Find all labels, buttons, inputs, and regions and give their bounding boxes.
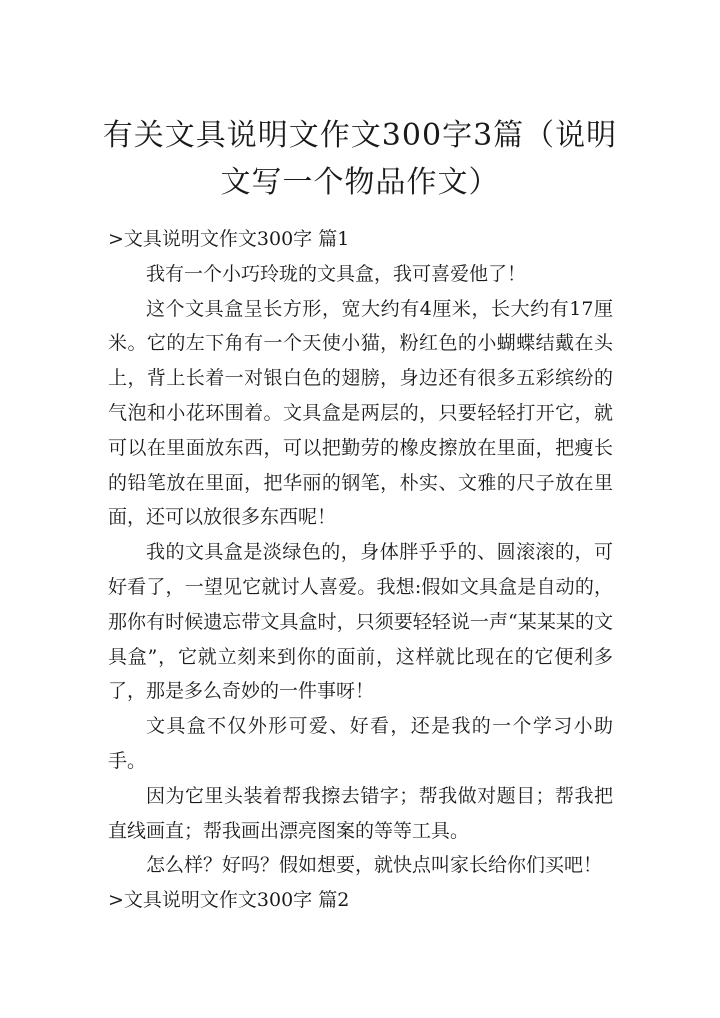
section-heading-1: >文具说明文作文300字 篇1: [108, 228, 350, 250]
section-heading-2: >文具说明文作文300字 篇2: [108, 889, 350, 912]
document-title: 有关文具说明文作文300字3篇（说明文写一个物品作文）: [102, 118, 618, 200]
paragraph: 文具盒不仅外形可爱、好看，还是我的一个学习小助手。: [108, 715, 613, 772]
paragraph: 我有一个小巧玲珑的文具盒，我可喜爱他了！: [146, 262, 527, 285]
paragraph: 因为它里头装着帮我擦去错字；帮我做对题目；帮我把直线画直；帮我画出漂亮图案的等等工具。: [108, 784, 613, 842]
paragraph: 这个文具盒呈长方形，宽大约有4厘米，长大约有17厘米。它的左下角有一个天使小猫，粉红色的小蝴蝶结戴在头上，背上长着一对银白色的翅膀，身边还有很多五彩缤纷的气泡和小花环围着。文具盒是两层的，只要轻轻打开它，就可以在里面放东西，可以把勤劳的橡皮擦放在里面，把瘦长的铅笔放在里面，把华丽的钢笔，朴实、文雅的尺子放在里面，还可以放很多东西呢！: [108, 297, 613, 529]
document-body: [108, 222, 613, 918]
paragraph: 怎么样？好吗？假如想要，就快点叫家长给你们买吧！: [146, 854, 603, 877]
paragraph: 我的文具盒是淡绿色的，身体胖乎乎的、圆滚滚的，可好看了，一望见它就讨人喜爱。我想:假如文具盒是自动的，那你有时候遗忘带文具盒时，只须要轻轻说一声“某某某的文具盒”，它就立刻来到你的面前，这样就比现在的它便利多了，那是多么奇妙的一件事呀！: [108, 541, 613, 703]
